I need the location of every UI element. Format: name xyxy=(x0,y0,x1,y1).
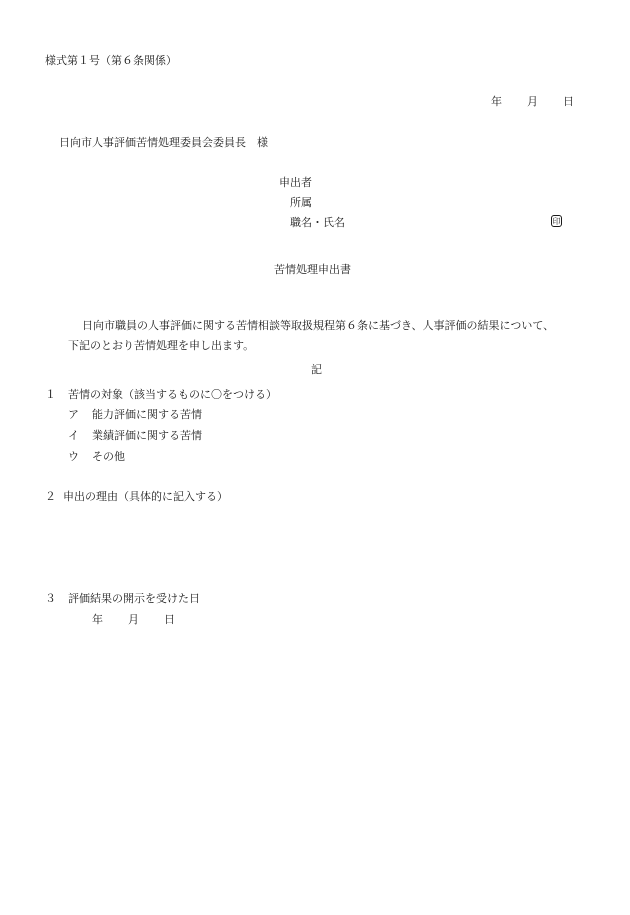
section-2-number: ２ xyxy=(45,490,56,503)
section-3-number: ３ xyxy=(45,592,56,605)
date-month-label: 月 xyxy=(527,95,538,108)
body-text-line-1: 日向市職員の人事評価に関する苦情相談等取扱規程第６条に基づき、人事評価の結果について、 xyxy=(82,319,555,332)
section-3-title: 評価結果の開示を受けた日 xyxy=(68,592,200,605)
body-text-line-2: 下記のとおり苦情処理を申し出ます。 xyxy=(68,339,255,352)
seal-mark: 印 xyxy=(552,217,561,226)
option-mark: ア xyxy=(68,408,79,421)
disclosure-year-label: 年 xyxy=(92,613,103,626)
ki-heading: 記 xyxy=(311,363,322,376)
option-text: 業績評価に関する苦情 xyxy=(92,429,202,442)
disclosure-day-label: 日 xyxy=(164,613,175,626)
option-text: 能力評価に関する苦情 xyxy=(92,408,202,421)
date-year-label: 年 xyxy=(491,95,502,108)
option-mark: イ xyxy=(68,429,79,442)
option-mark: ウ xyxy=(68,450,79,463)
disclosure-month-label: 月 xyxy=(128,613,139,626)
addressee: 日向市人事評価苦情処理委員会委員長 様 xyxy=(59,136,268,149)
form-number-label: 様式第１号（第６条関係） xyxy=(45,54,177,67)
option-text: その他 xyxy=(92,450,125,463)
section-1-number: １ xyxy=(45,388,56,401)
date-day-label: 日 xyxy=(563,95,574,108)
applicant-heading: 申出者 xyxy=(279,176,312,189)
document-title: 苦情処理申出書 xyxy=(274,263,351,276)
affiliation-label: 所属 xyxy=(290,196,312,209)
section-2-title: 申出の理由（具体的に記入する） xyxy=(63,490,228,503)
position-name-label: 職名・氏名 xyxy=(290,216,345,229)
section-1-title: 苦情の対象（該当するものに〇をつける） xyxy=(68,388,277,401)
